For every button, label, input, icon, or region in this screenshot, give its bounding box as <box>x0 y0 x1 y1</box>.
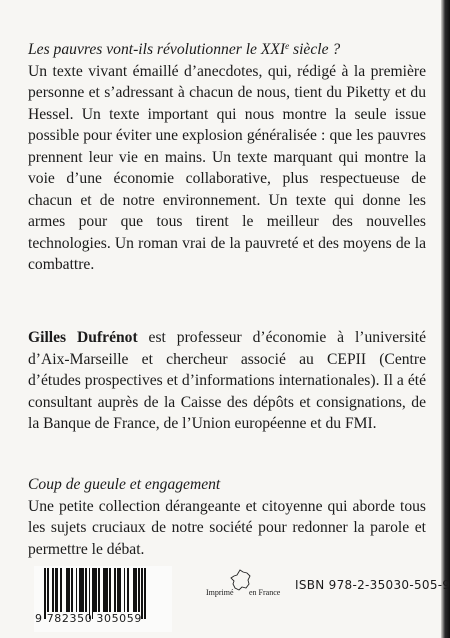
blurb-section <box>28 39 426 276</box>
book-spine-edge <box>441 0 450 638</box>
blurb-body: Un texte vivant émaillé d’anecdotes, qui, rédigé à la première personne et s’adressant à chacun de nous, tient du Piketty et du Hessel. Un texte important qui nous montre la seule issue possible pour éviter une explosion généralisée : que les pauvres prennent leur vie en mains. Un texte marquant qui montre la voie d’une économie collaborative, plus respectueuse de chacun et de notre environnement. Un texte qui donne les armes pour que tous tirent le meilleur des nouvelles technologies. Un roman vrai de la pauvreté et des moyens de la combattre. <box>28 62 426 273</box>
imprint-left-label: Imprimé <box>206 588 234 597</box>
barcode <box>34 566 172 632</box>
blurb-title <box>28 39 426 61</box>
author-section <box>28 327 426 435</box>
back-cover <box>28 0 450 638</box>
collection-title: Coup de gueule et engagement <box>28 476 221 493</box>
collection-section <box>28 474 426 560</box>
isbn-number: ISBN 978-2-35030-505-9 <box>295 578 450 592</box>
blurb-title-sup: e <box>285 41 290 51</box>
author-bio: est professeur d’économie à l’université d’Aix-Marseille et chercheur associé au CEPII (Centre d’études prospectives et d’informations internationales). Il a été consultant auprès de la Caisse des dépôts et consignations, de la Banque de France, de l’Union européenne et du FMI. <box>28 329 426 432</box>
imprint-right-label: en France <box>249 588 281 597</box>
collection-description: Une petite collection dérangeante et citoyenne qui aborde tous les sujets cruciaux de notre société pour redonner la parole et permettre le débat. <box>28 497 426 558</box>
blurb-title-end: siècle ? <box>289 41 341 58</box>
ean13-barcode-icon <box>44 568 170 618</box>
author-name: Gilles Dufrénot <box>28 329 138 346</box>
printed-in-france-mark <box>206 567 286 611</box>
barcode-number: 9 782350 305059 <box>35 612 142 625</box>
blurb-title-main: Les pauvres vont-ils révolutionner le XXI <box>28 41 286 58</box>
